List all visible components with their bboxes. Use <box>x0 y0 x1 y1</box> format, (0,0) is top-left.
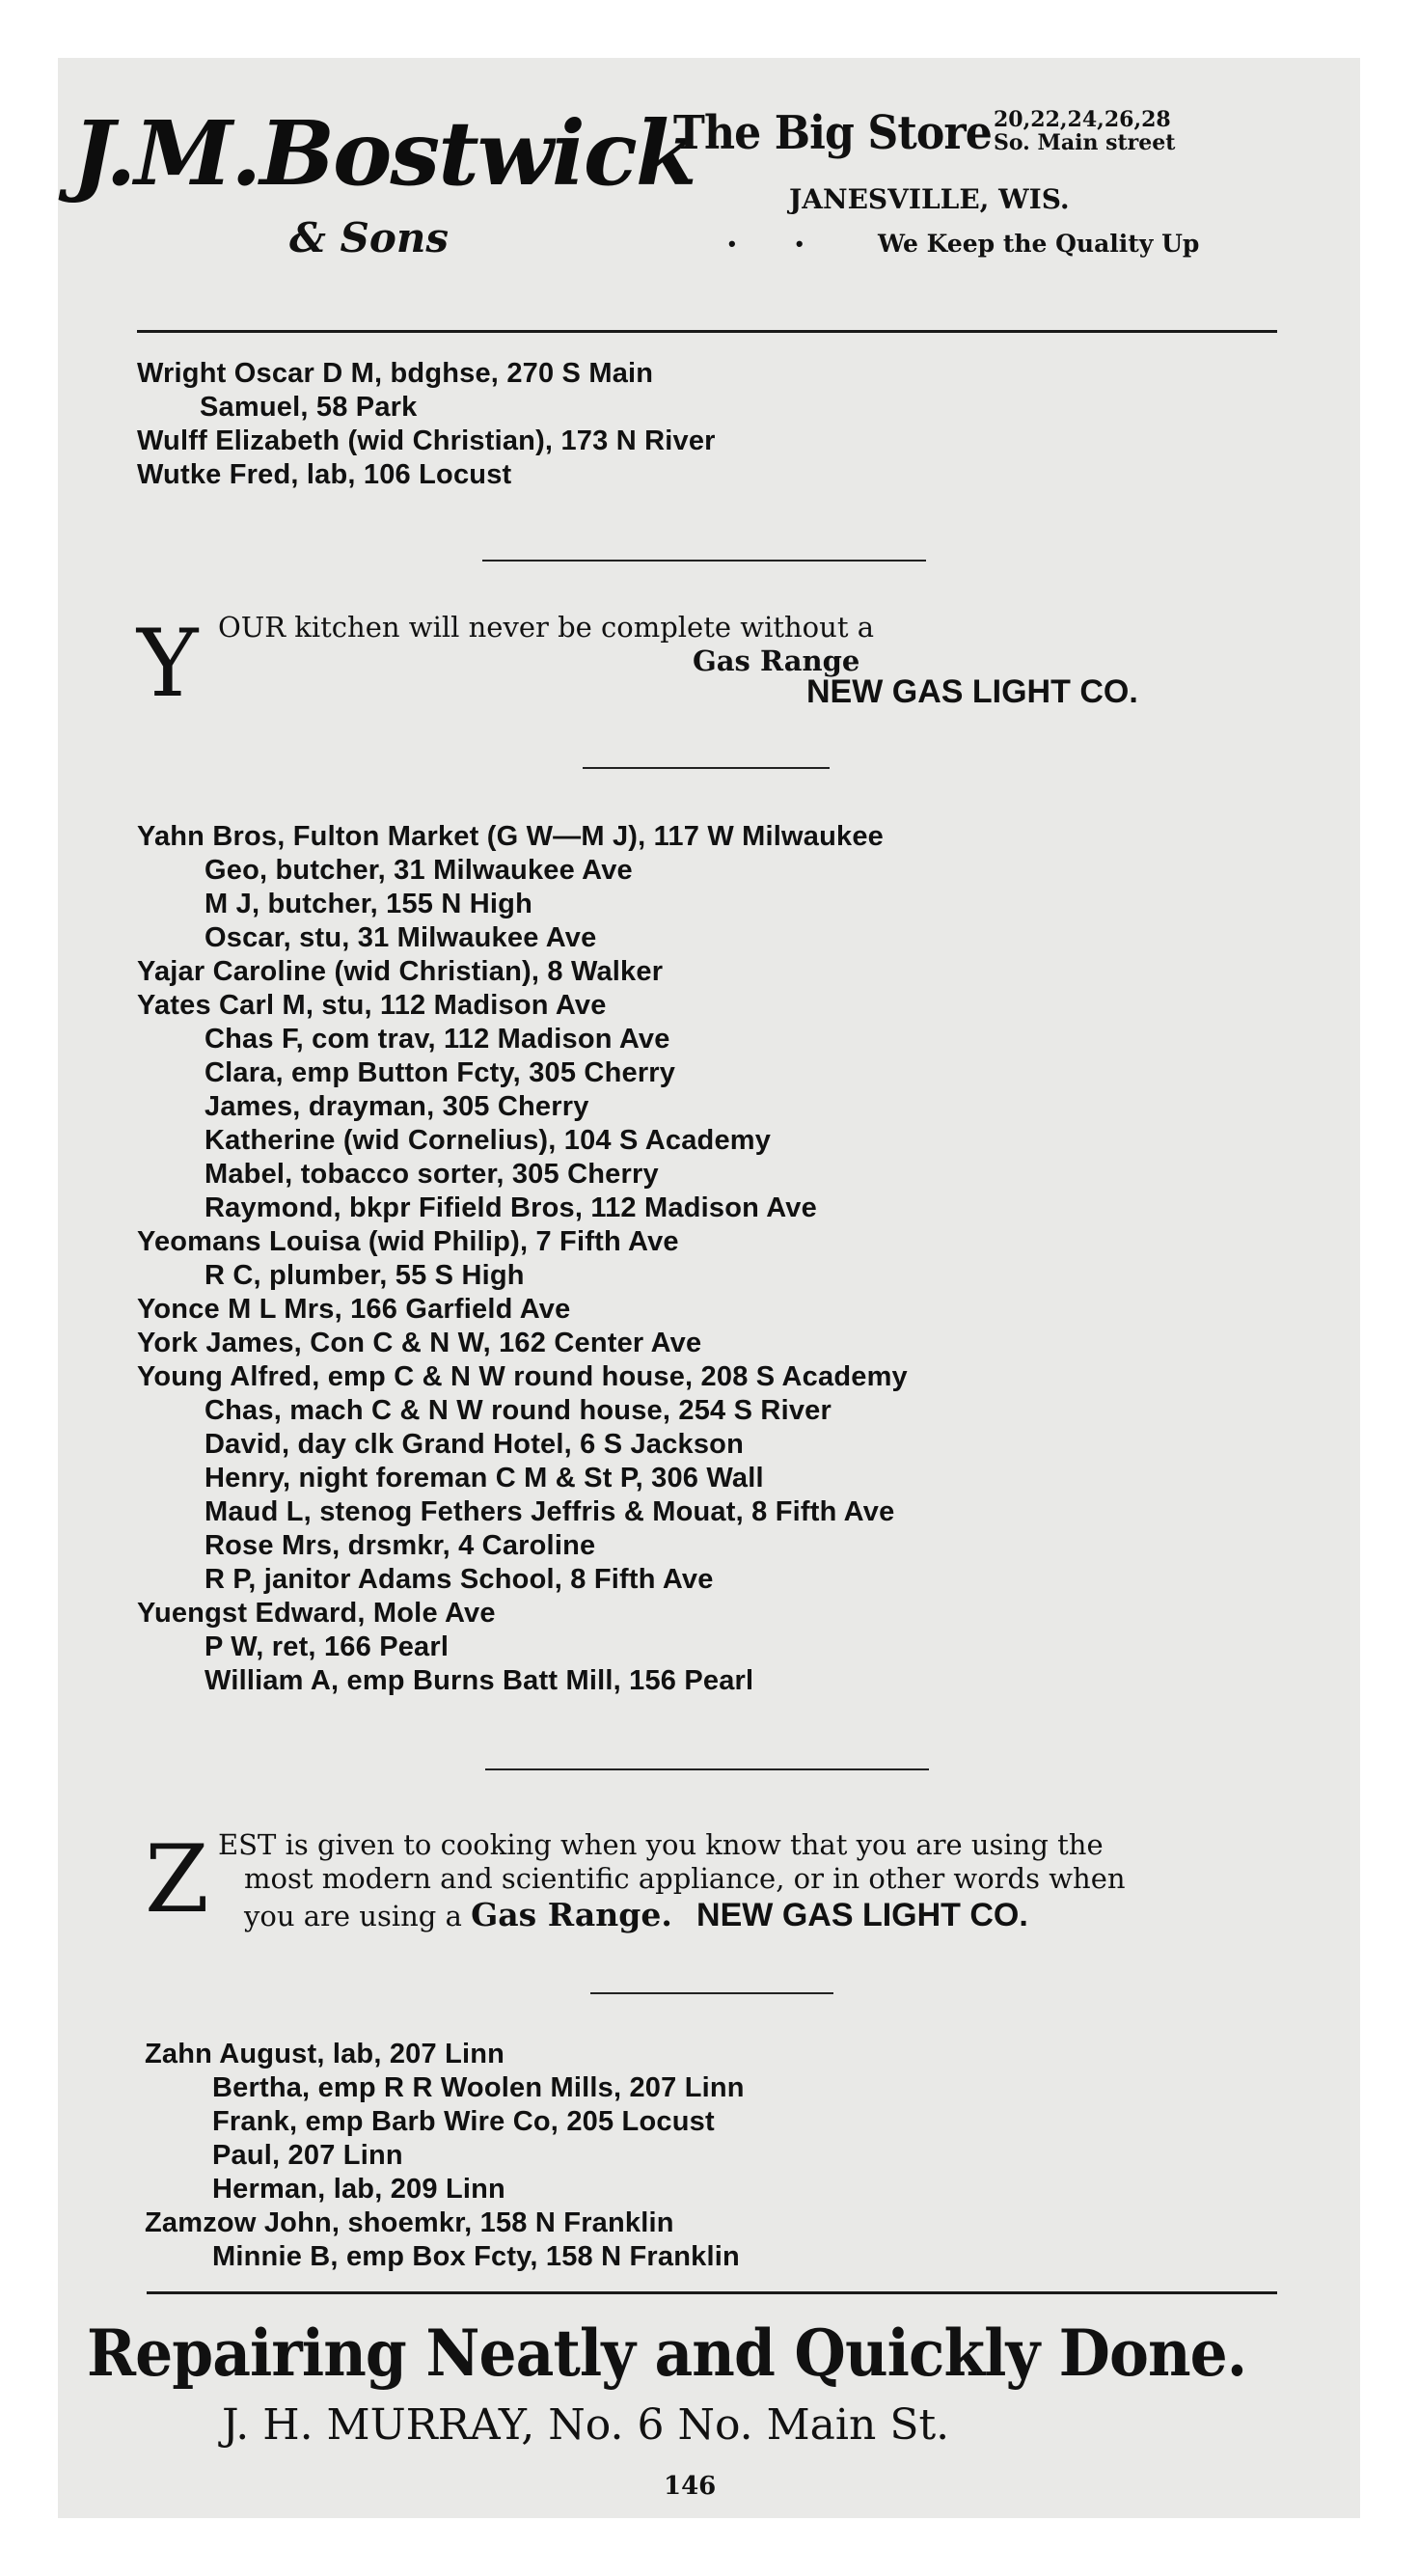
divider <box>482 560 926 562</box>
repair-headline: Repairing Neatly and Quickly Done. <box>87 2316 1247 2391</box>
ad-y-line1: OUR kitchen will never be complete without a <box>218 611 874 644</box>
list-item: Mabel, tobacco sorter, 305 Cherry <box>205 1159 659 1190</box>
list-item: R P, janitor Adams School, 8 Fifth Ave <box>205 1564 714 1595</box>
ad-z-company: NEW GAS LIGHT CO. <box>696 1897 1028 1933</box>
footer-rule <box>147 2291 1277 2294</box>
list-item: Young Alfred, emp C & N W round house, 208 S Academy <box>137 1361 908 1392</box>
listing-w <box>137 357 716 492</box>
list-item: James, drayman, 305 Cherry <box>205 1091 589 1122</box>
list-item: Herman, lab, 209 Linn <box>212 2174 505 2205</box>
header-bullets: • • <box>728 232 831 256</box>
list-item: William A, emp Burns Batt Mill, 156 Pearl <box>205 1665 754 1696</box>
list-item: Yajar Caroline (wid Christian), 8 Walker <box>137 956 664 987</box>
ad-z-line3-text: you are using a <box>244 1900 462 1932</box>
list-item: Yates Carl M, stu, 112 Madison Ave <box>137 990 607 1021</box>
list-item: Yonce M L Mrs, 166 Garfield Ave <box>137 1294 571 1325</box>
list-item: Yahn Bros, Fulton Market (G W—M J), 117 W Milwaukee <box>137 821 884 852</box>
ad-z-line1: EST is given to cooking when you know that you are using the <box>218 1828 1104 1861</box>
store-tagline: We Keep the Quality Up <box>878 230 1200 258</box>
store-name: The Big Store <box>673 106 992 160</box>
list-item: Zamzow John, shoemkr, 158 N Franklin <box>145 2207 674 2238</box>
list-item: Maud L, stenog Fethers Jeffris & Mouat, 8 Fifth Ave <box>205 1496 895 1527</box>
list-item: Rose Mrs, drsmkr, 4 Caroline <box>205 1530 596 1561</box>
murray-address: J. H. MURRAY, No. 6 No. Main St. <box>222 2400 950 2450</box>
bostwick-logo: J.M.Bostwick <box>72 101 695 206</box>
list-item: Oscar, stu, 31 Milwaukee Ave <box>205 922 597 953</box>
store-city: JANESVILLE, WIS. <box>789 183 1070 215</box>
ad-y-company: NEW GAS LIGHT CO. <box>806 673 1138 710</box>
listing-y <box>137 820 908 1698</box>
header-rule <box>137 330 1277 333</box>
list-item: Minnie B, emp Box Fcty, 158 N Franklin <box>212 2241 740 2272</box>
street-name: So. Main street <box>994 130 1176 155</box>
list-item: Paul, 207 Linn <box>212 2140 403 2171</box>
list-item: Wutke Fred, lab, 106 Locust <box>137 459 512 490</box>
list-item: Yeomans Louisa (wid Philip), 7 Fifth Ave <box>137 1226 679 1257</box>
list-item: Samuel, 58 Park <box>200 392 418 423</box>
page-number: 146 <box>664 2472 717 2501</box>
list-item: Wulff Elizabeth (wid Christian), 173 N River <box>137 425 716 456</box>
ad-z-line3 <box>244 1896 1028 1934</box>
ad-dropcap-y: Y <box>137 610 199 718</box>
list-item: Bertha, emp R R Woolen Mills, 207 Linn <box>212 2072 745 2103</box>
list-item: M J, butcher, 155 N High <box>205 889 532 919</box>
store-street <box>994 108 1175 154</box>
street-numbers: 20,22,24,26,28 <box>994 107 1171 132</box>
ad-dropcap-z: Z <box>145 1825 209 1933</box>
list-item: Wright Oscar D M, bdghse, 270 S Main <box>137 358 654 389</box>
list-item: Chas, mach C & N W round house, 254 S River <box>205 1395 832 1426</box>
list-item: Raymond, bkpr Fifield Bros, 112 Madison Ave <box>205 1192 817 1223</box>
ad-z-line2: most modern and scientific appliance, or in other words when <box>244 1862 1126 1895</box>
list-item: York James, Con C & N W, 162 Center Ave <box>137 1328 702 1358</box>
list-item: Yuengst Edward, Mole Ave <box>137 1598 496 1629</box>
list-item: Clara, emp Button Fcty, 305 Cherry <box>205 1057 676 1088</box>
list-item: Chas F, com trav, 112 Madison Ave <box>205 1024 670 1055</box>
listing-z <box>145 2038 745 2274</box>
list-item: Frank, emp Barb Wire Co, 205 Locust <box>212 2106 715 2137</box>
ad-y-line2: Gas Range <box>693 644 860 677</box>
list-item: Katherine (wid Cornelius), 104 S Academy <box>205 1125 772 1156</box>
divider <box>583 767 830 769</box>
bostwick-sons: & Sons <box>289 214 450 261</box>
list-item: David, day clk Grand Hotel, 6 S Jackson <box>205 1429 745 1460</box>
list-item: Henry, night foreman C M & St P, 306 Wall <box>205 1463 764 1494</box>
ad-z-gas-range: Gas Range. <box>471 1896 672 1933</box>
list-item: Geo, butcher, 31 Milwaukee Ave <box>205 855 633 886</box>
list-item: Zahn August, lab, 207 Linn <box>145 2039 505 2069</box>
list-item: P W, ret, 166 Pearl <box>205 1631 450 1662</box>
divider <box>590 1992 833 1994</box>
list-item: R C, plumber, 55 S High <box>205 1260 525 1291</box>
divider <box>485 1768 929 1770</box>
